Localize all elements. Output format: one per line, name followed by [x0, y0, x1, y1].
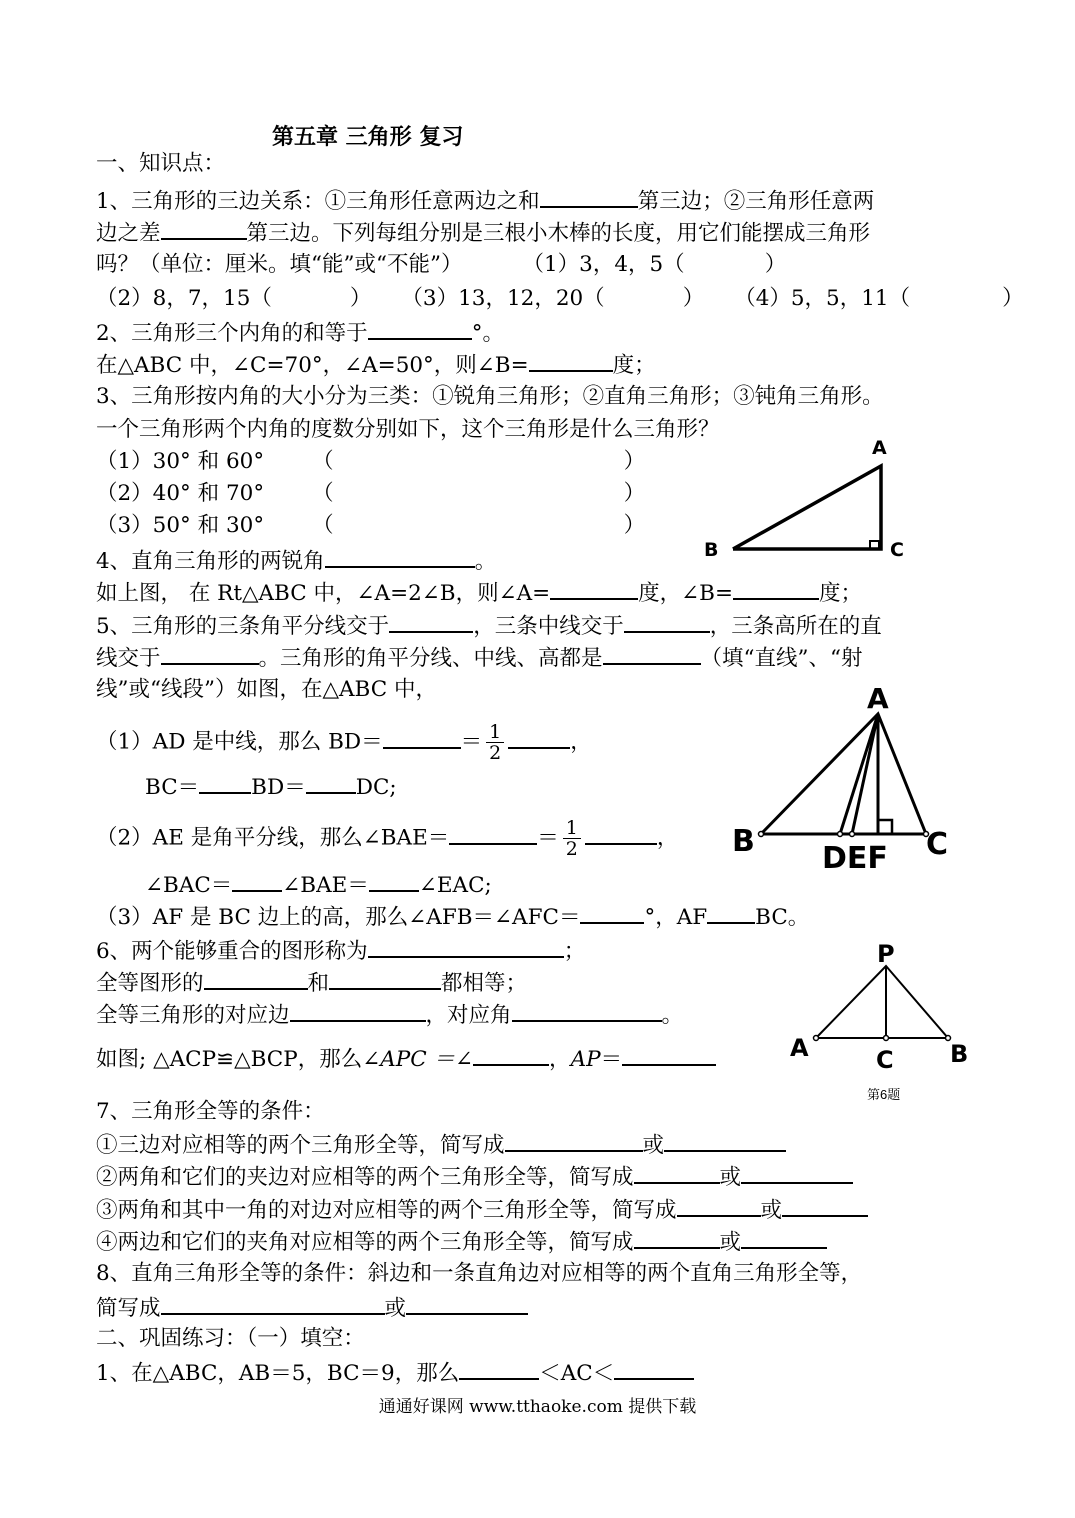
section-heading: 二、巩固练习：（一）填空： — [96, 1326, 365, 1351]
fraction-half: $\frac{1}{2}$ — [563, 818, 581, 859]
answer-blank[interactable] — [603, 643, 701, 665]
q7-row3: ③两角和其中一角的对边对应相等的两个三角形全等，简写成 或 — [96, 1195, 868, 1225]
answer-blank[interactable] — [232, 870, 282, 892]
vertex-label-c: C — [890, 539, 904, 560]
triangle-cevians-figure — [728, 676, 958, 876]
answer-blank[interactable] — [325, 546, 475, 568]
q3-item2: （2）40° 和 70° （ ） — [96, 481, 646, 506]
answer-blank[interactable] — [290, 1000, 426, 1022]
vertex-label-a: A — [872, 437, 887, 459]
answer-blank[interactable] — [199, 772, 251, 794]
answer-blank[interactable] — [634, 1227, 720, 1249]
q5-line2: 线交于 。三角形的角平分线、中线、高都是 （填“直线”、“射 — [96, 643, 863, 673]
answer-blank[interactable] — [733, 578, 819, 600]
q1-line3: 吗？（单位：厘米。填“能”或“不能”） （1）3，4，5（ ） — [96, 252, 787, 277]
answer-blank[interactable] — [512, 1000, 662, 1022]
right-triangle-figure — [700, 436, 920, 560]
q2-line2: 在△ABC 中，∠C=70°，∠A=50°，则∠B= 度； — [96, 350, 656, 380]
answer-blank[interactable] — [369, 870, 419, 892]
vertex-label-p: P — [877, 940, 895, 968]
answer-blank[interactable] — [449, 823, 537, 845]
answer-blank[interactable] — [406, 1293, 528, 1315]
answer-blank[interactable] — [368, 936, 564, 958]
vertex-label-b: B — [950, 1040, 969, 1068]
answer-blank[interactable] — [664, 1130, 786, 1152]
answer-blank[interactable] — [329, 968, 441, 990]
q7-row2: ②两角和它们的夹边对应相等的两个三角形全等，简写成 或 — [96, 1162, 853, 1192]
q5-part2b: ∠BAC＝ ∠BAE＝ ∠EAC; — [145, 870, 492, 900]
answer-blank[interactable] — [473, 1044, 549, 1066]
points-label-def: DEF — [822, 841, 888, 876]
q5-part1: （1）AD 是中线，那么 BD＝ ＝ $\frac{1}{2}$ ， — [96, 721, 592, 764]
answer-blank[interactable] — [580, 902, 644, 924]
q5-line3: 线”或“线段”）如图，在△ABC 中， — [96, 677, 438, 702]
q3-item3: （3）50° 和 30° （ ） — [96, 513, 646, 538]
q7-row4: ④两边和它们的夹角对应相等的两个三角形全等，简写成 或 — [96, 1227, 827, 1257]
section-heading: 一、知识点： — [96, 151, 226, 176]
answer-blank[interactable] — [540, 186, 638, 208]
vertex-label-c: C — [876, 1046, 894, 1074]
q5-part2: （2）AE 是角平分线，那么∠BAE＝ ＝ $\frac{1}{2}$ ， — [96, 817, 679, 860]
q7-heading: 7、三角形全等的条件： — [96, 1099, 325, 1124]
practice-q1: 1、在△ABC，AB＝5，BC＝9，那么 ＜AC＜ — [96, 1358, 694, 1388]
page-title: 第五章 三角形 复习 — [272, 125, 464, 150]
answer-blank[interactable] — [383, 727, 461, 749]
answer-blank[interactable] — [585, 823, 657, 845]
answer-blank[interactable] — [161, 643, 259, 665]
q8-line2: 简写成 或 — [96, 1293, 528, 1323]
q1-line1: 1、三角形的三边关系：①三角形任意两边之和 第三边；②三角形任意两 — [96, 186, 874, 216]
answer-blank[interactable] — [459, 1358, 539, 1380]
q5-part1b: BC＝ BD＝ DC; — [145, 772, 397, 802]
q4-line1: 4、直角三角形的两锐角 。 — [96, 546, 496, 576]
q3-line1: 3、三角形按内角的大小分为三类：①锐角三角形；②直角三角形；③钝角三角形。 — [96, 384, 884, 409]
figure-caption: 第6题 — [867, 1087, 901, 1102]
answer-blank[interactable] — [741, 1227, 827, 1249]
answer-blank[interactable] — [782, 1195, 868, 1217]
answer-blank[interactable] — [306, 772, 356, 794]
fraction-half: $\frac{1}{2}$ — [486, 722, 504, 763]
answer-blank[interactable] — [741, 1162, 853, 1184]
q5-line1: 5、三角形的三条角平分线交于 ，三条中线交于 ，三条高所在的直 — [96, 611, 882, 641]
answer-blank[interactable] — [368, 318, 472, 340]
q8-line1: 8、直角三角形全等的条件：斜边和一条直角边对应相等的两个直角三角形全等， — [96, 1261, 863, 1286]
answer-blank[interactable] — [508, 727, 570, 749]
answer-blank[interactable] — [529, 350, 613, 372]
q1-line4: （2）8，7，15（ ） （3）13，12，20（ ） （4）5，5，11（ ） — [96, 286, 1024, 311]
q6-line2: 全等图形的 和 都相等； — [96, 968, 527, 998]
q6-line4: 如图; △ACP≌△BCP，那么∠APC ＝∠ ，AP＝ — [96, 1044, 716, 1074]
q6-line1: 6、两个能够重合的图形称为 ； — [96, 936, 585, 966]
vertex-label-a: A — [867, 682, 889, 715]
q1-line2: 边之差 第三边。下列每组分别是三根小木棒的长度，用它们能摆成三角形 — [96, 218, 870, 248]
answer-blank[interactable] — [624, 611, 710, 633]
answer-blank[interactable] — [389, 611, 473, 633]
vertex-label-a: A — [790, 1034, 809, 1062]
vertex-label-b: B — [732, 824, 755, 859]
answer-blank[interactable] — [161, 218, 247, 240]
answer-blank[interactable] — [677, 1195, 761, 1217]
congruent-triangles-figure — [788, 936, 978, 1106]
answer-blank[interactable] — [622, 1044, 716, 1066]
answer-blank[interactable] — [707, 902, 755, 924]
q4-line2: 如上图， 在 Rt△ABC 中，∠A=2∠B，则∠A= 度，∠B= 度； — [96, 578, 862, 608]
vertex-label-b: B — [704, 539, 719, 560]
answer-blank[interactable] — [614, 1358, 694, 1380]
answer-blank[interactable] — [550, 578, 638, 600]
answer-blank[interactable] — [634, 1162, 720, 1184]
q6-line3: 全等三角形的对应边 ，对应角 。 — [96, 1000, 683, 1030]
q5-part3: （3）AF 是 BC 边上的高，那么∠AFB＝∠AFC＝ °，AF BC。 — [96, 902, 809, 932]
q3-item1: （1）30° 和 60° （ ） — [96, 449, 646, 474]
answer-blank[interactable] — [161, 1293, 385, 1315]
q2-line1: 2、三角形三个内角的和等于 °。 — [96, 318, 504, 348]
q3-line2: 一个三角形两个内角的度数分别如下，这个三角形是什么三角形？ — [96, 417, 720, 442]
footer-credit: 通通好课网 www.tthaoke.com 提供下载 — [378, 1397, 697, 1417]
answer-blank[interactable] — [204, 968, 308, 990]
vertex-label-c: C — [926, 827, 949, 862]
answer-blank[interactable] — [505, 1130, 643, 1152]
q7-row1: ①三边对应相等的两个三角形全等，简写成 或 — [96, 1130, 786, 1160]
